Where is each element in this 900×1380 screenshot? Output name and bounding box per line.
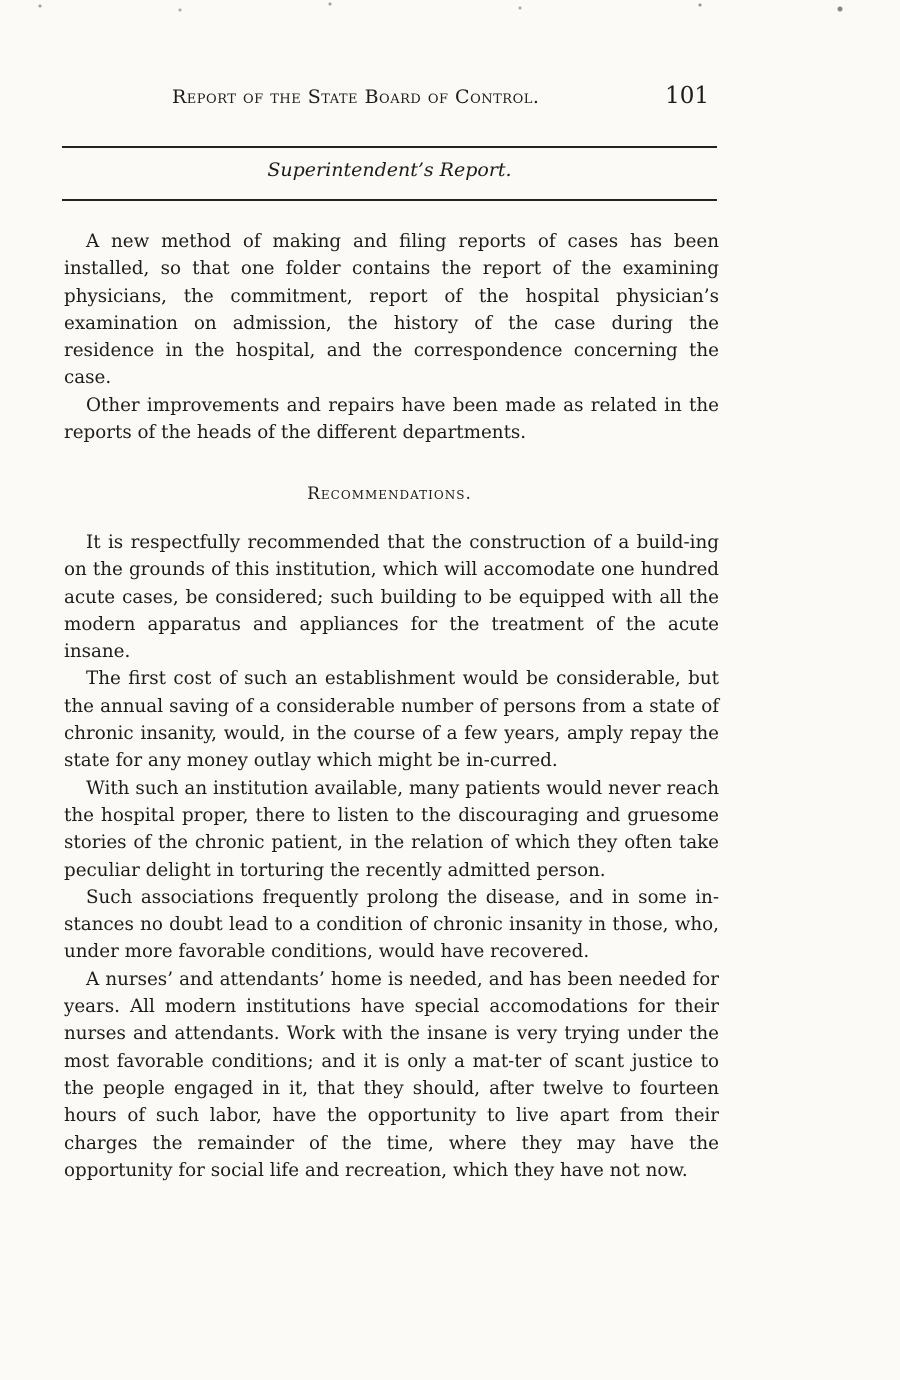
paragraph: A nurses’ and attendants’ home is needed, and has been needed for years. All modern institutions have special accomodations for their nurses and attendants. Work with the insane is very trying under the most favorable conditions; and it is only a mat-ter of scant justice to the people engaged in it, that they should, after twelve to fourteen hours of such labor, have the opportunity to live apart from their charges the remainder of the time, where they may have the opportunity for social life and recreation, which they have not now. xyxy=(64,968,719,1181)
page-number: 101 xyxy=(665,83,709,109)
paragraph: The first cost of such an establishment would be considerable, but the annual saving of a considerable number of persons from a state of chronic insanity, would, in the course of a few years, amply repay the state for any money outlay which might be in-curred. xyxy=(64,668,719,772)
section-rule-top xyxy=(62,146,717,148)
paragraph: A new method of making and filing reports of cases has been installed, so that one folder contains the report of the examining physicians, the commitment, report of the hospital physician’s examination on admission, the history of the case during the residence in the hospital, and the correspondence concerning the case. xyxy=(64,231,719,389)
paragraph: Such associations frequently prolong the disease, and in some in-stances no doubt lead to a condition of chronic insanity in those, who, under more favorable conditions, would have recovered. xyxy=(64,886,719,963)
recommendations-heading: Recommendations. xyxy=(307,484,472,504)
paragraph: Other improvements and repairs have been made as related in the reports of the heads of the different departments. xyxy=(64,394,719,444)
section-rule-bottom xyxy=(62,199,717,201)
paragraph: It is respectfully recommended that the construction of a build-ing on the grounds of this institution, which will accomodate one hundred acute cases, be considered; such building to be equipped with all the modern apparatus and appliances for the treatment of the acute insane. xyxy=(64,532,719,663)
intro-text-block xyxy=(64,228,719,446)
running-title: Report of the State Board of Control. xyxy=(172,86,540,108)
section-title: Superintendent’s Report. xyxy=(267,159,512,181)
running-header xyxy=(62,83,717,114)
scan-edge-specks xyxy=(0,0,900,22)
paragraph: With such an institution available, many patients would never reach the hospital proper, there to listen to the discouraging and gruesome stories of the chronic patient, in the relation of which they often take peculiar delight in torturing the recently admitted person. xyxy=(64,777,719,881)
recommendations-text-block xyxy=(64,529,719,1184)
